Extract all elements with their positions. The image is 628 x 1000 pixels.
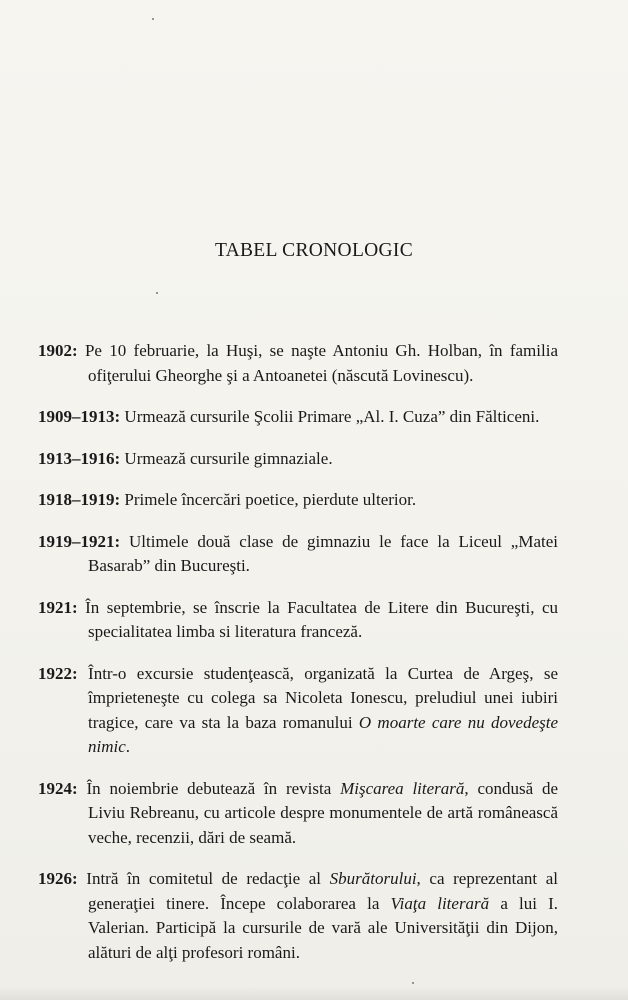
entry-year: 1918–1919: bbox=[38, 490, 121, 509]
entry-year: 1922: bbox=[38, 663, 78, 683]
entry-italic-title: Sburătorului bbox=[329, 869, 417, 888]
entry-text: Primele încercări poetice, pierdute ulterior. bbox=[124, 490, 417, 509]
entry-text: Ultimele două clase de gimnaziu le face la Liceul „Matei Basarab” din Bucureşti. bbox=[88, 531, 559, 575]
page-title: TABEL CRONOLOGIC bbox=[214, 240, 414, 261]
entry-text: Pe 10 februarie, la Huşi, se naşte Antoniu Gh. Holban, în familia ofiţerului Gheorghe şi a Antoanetei (născută Lovinescu). bbox=[84, 341, 558, 385]
entry-year: 1924: bbox=[38, 778, 78, 798]
entry-italic-title: O moarte care nu dovedeşte nimic bbox=[88, 712, 558, 756]
entry-year: 1926: bbox=[38, 869, 78, 888]
chronology-entry bbox=[38, 596, 558, 645]
chronology-entry bbox=[38, 777, 558, 851]
entry-text: În noiembrie debutează în revista bbox=[86, 778, 332, 798]
chronology-entry bbox=[38, 339, 558, 388]
paper-speck bbox=[152, 18, 154, 20]
chronology-list bbox=[38, 322, 558, 975]
entry-text-after: , ca reprezentant al generaţiei tinere. Începe colaborarea la bbox=[88, 869, 559, 913]
chronology-entry bbox=[38, 530, 558, 579]
entry-year: 1909–1913: bbox=[38, 407, 121, 426]
entry-year: 1919–1921: bbox=[38, 531, 121, 551]
paper-speck bbox=[412, 982, 414, 984]
entry-year: 1902: bbox=[38, 341, 78, 360]
entry-italic-title-2: Viaţa literară bbox=[390, 893, 490, 913]
chronology-entry bbox=[38, 867, 558, 965]
entry-italic-title: Mişcarea literară bbox=[340, 778, 465, 798]
entry-text: Urmează cursurile Şcolii Primare „Al. I. Cuza” din Fălticeni. bbox=[124, 407, 540, 426]
chronology-entry bbox=[38, 405, 558, 430]
entry-year: 1921: bbox=[38, 597, 78, 617]
chronology-entry bbox=[38, 447, 558, 472]
entry-text: Într-o excursie studenţească, organizată la Curtea de Argeş, se împrieteneşte cu colega sa Nicoleta Ionescu, preludiul unei iubiri tragice, care va sta la baza romanului bbox=[88, 663, 558, 732]
chronology-entry bbox=[38, 662, 558, 760]
chronology-entry bbox=[38, 488, 558, 513]
entry-text: Urmează cursurile gimnaziale. bbox=[124, 448, 333, 468]
entry-text-after-2: a lui I. Valerian. Participă la cursurile de vară ale Universităţii din Dijon, alături de alţi profesori români. bbox=[88, 893, 558, 962]
entry-text-after: , condusă de Liviu Rebreanu, cu articole despre monumentele de artă românească veche, recenzii, dări de seamă. bbox=[88, 778, 559, 847]
entry-year: 1913–1916: bbox=[38, 448, 121, 468]
entry-text: În septembrie, se înscrie la Facultatea de Litere din Bucureşti, cu specialitatea limba si literatura franceză. bbox=[85, 597, 559, 641]
paper-speck bbox=[156, 292, 158, 294]
page-edge-shadow bbox=[0, 986, 628, 1000]
entry-text-after: . bbox=[125, 737, 131, 756]
entry-text: Intră în comitetul de redacţie al bbox=[86, 869, 322, 888]
